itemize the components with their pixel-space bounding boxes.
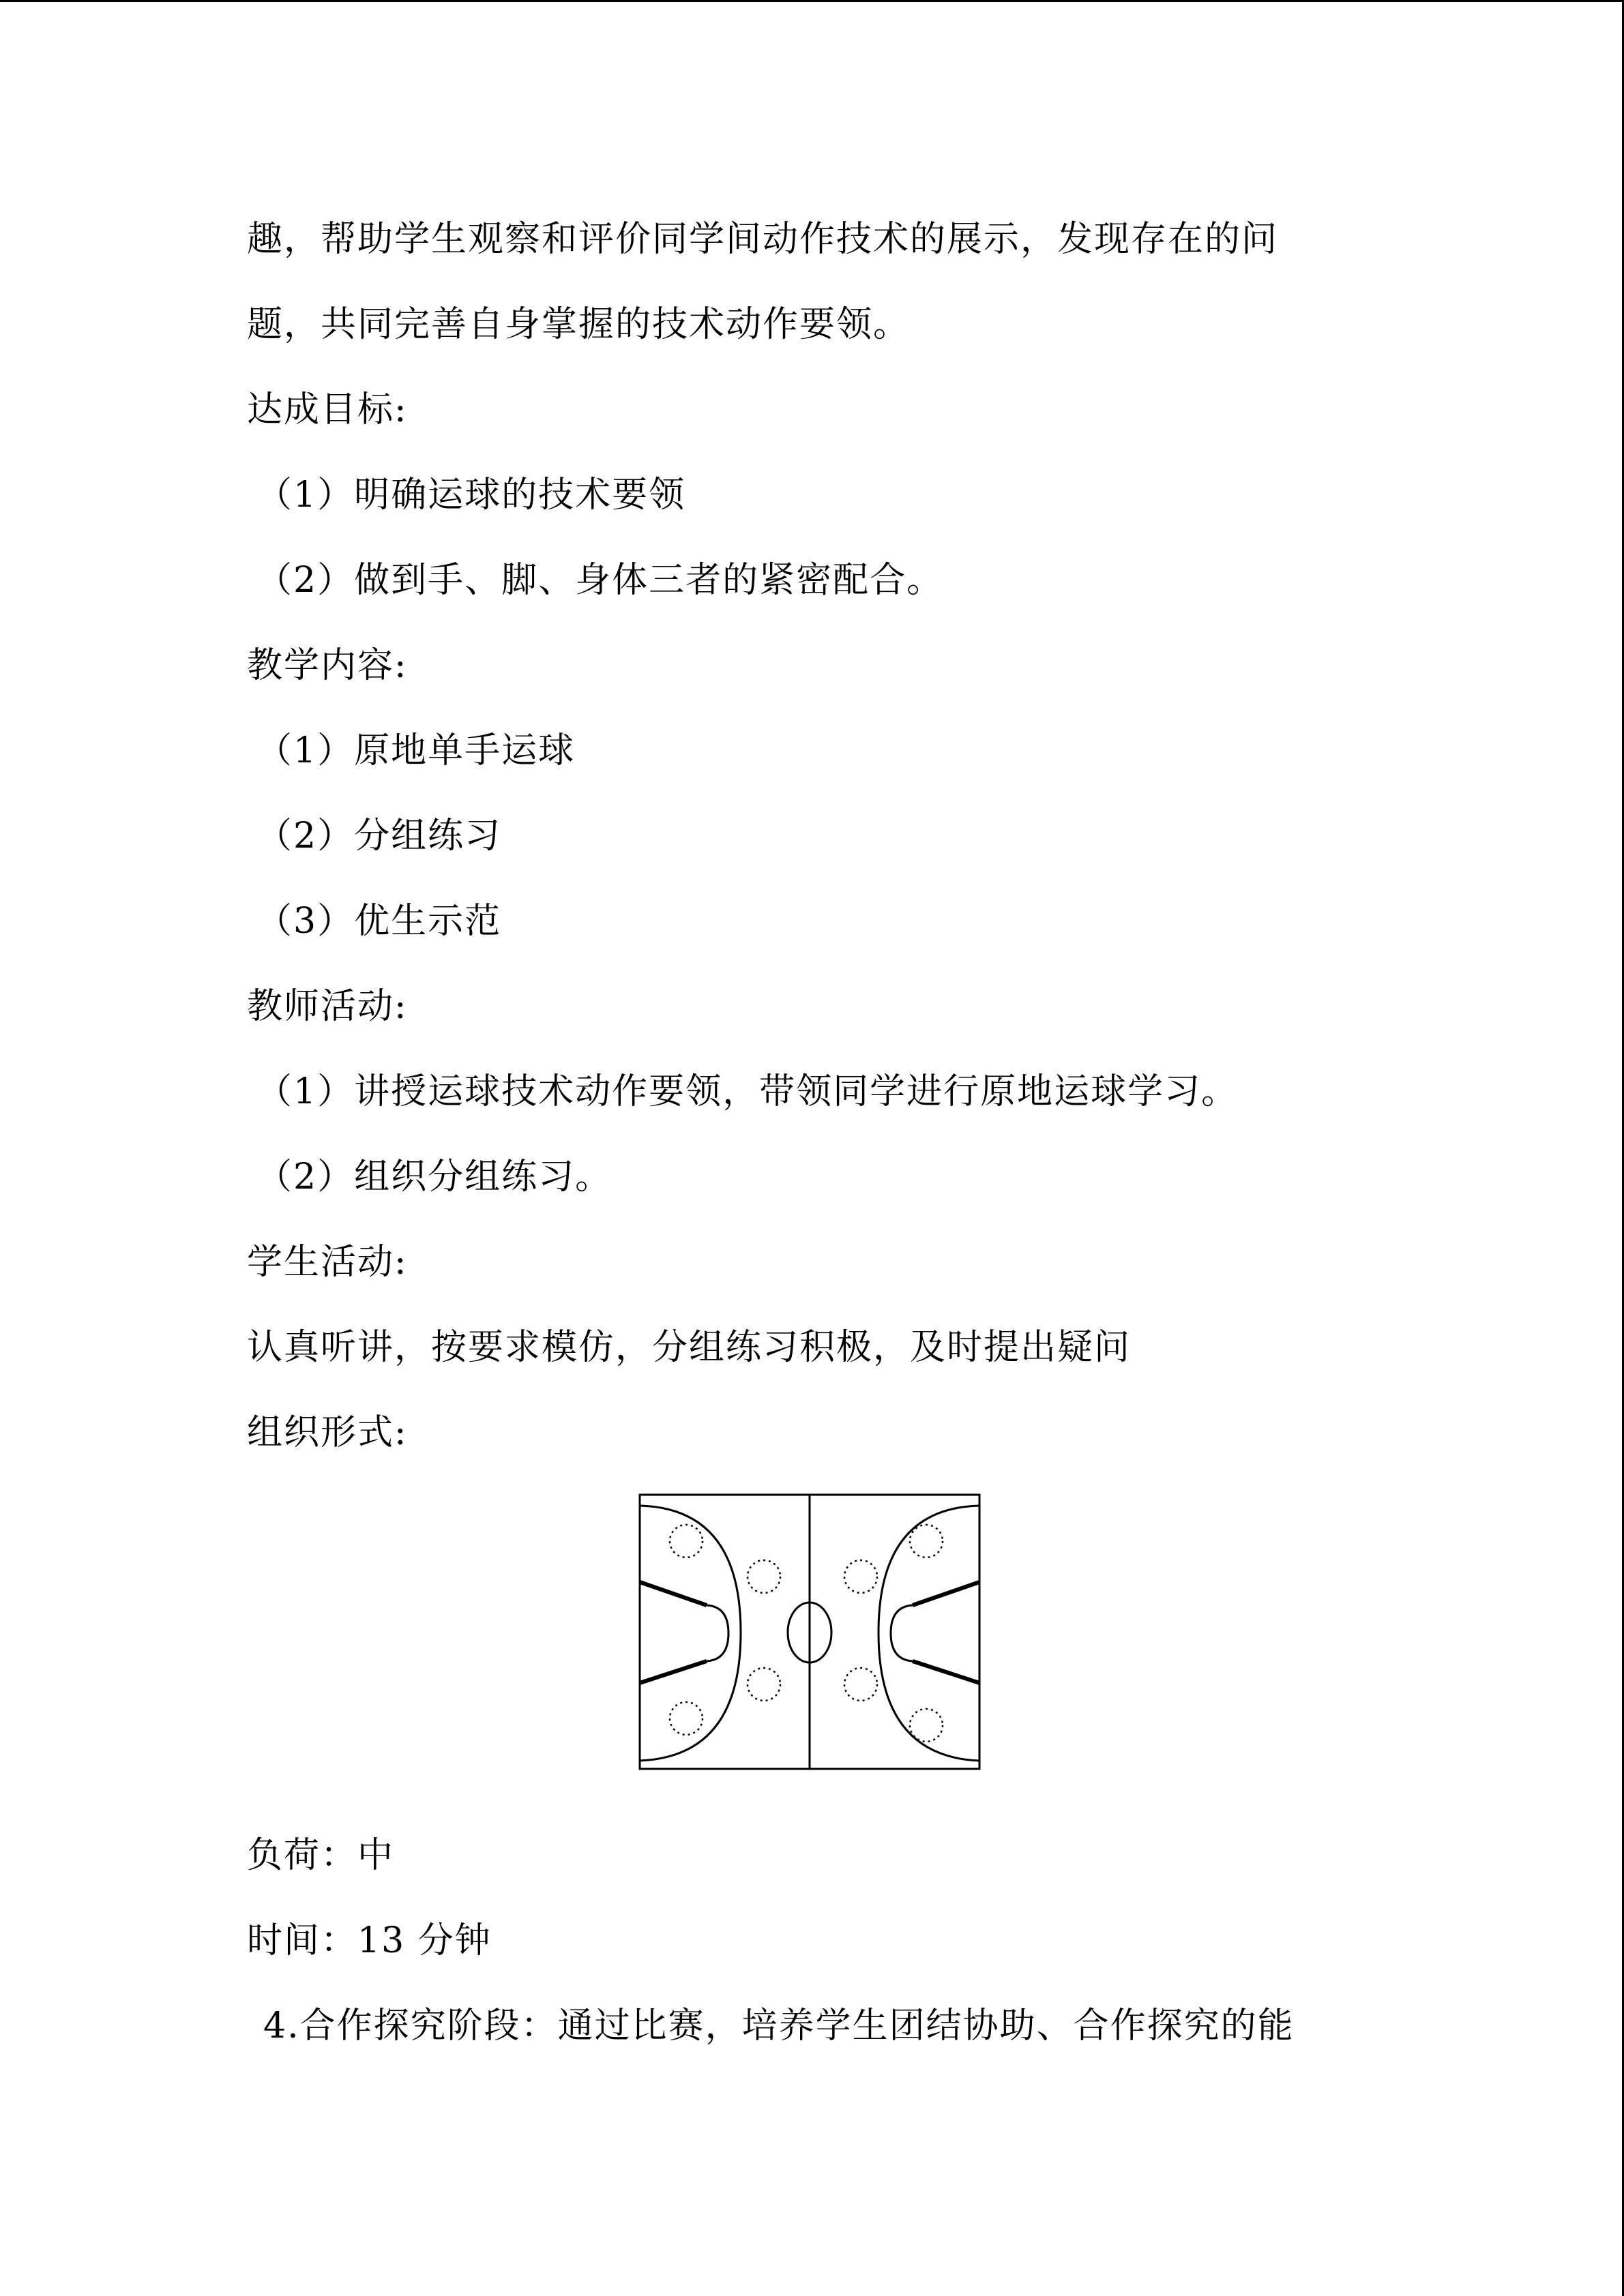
basketball-court-figure — [638, 1493, 981, 1770]
left-three-point-arc — [640, 1506, 741, 1761]
section-heading-teacher: 教师活动: — [247, 986, 408, 1027]
section-heading-student: 学生活动: — [247, 1242, 408, 1283]
content-item: （3）优生示范 — [256, 901, 502, 942]
student-group-icon — [910, 1525, 943, 1557]
student-group-icon — [844, 1668, 877, 1701]
time-line: 时间：13 分钟 — [247, 1920, 492, 1961]
right-key-top — [913, 1582, 979, 1605]
section-heading-organization: 组织形式: — [247, 1412, 408, 1453]
right-free-throw-arc — [891, 1605, 913, 1661]
goal-item: （2）做到手、脚、身体三者的紧密配合。 — [256, 560, 944, 601]
student-group-icon — [748, 1560, 780, 1593]
right-key-bottom — [913, 1661, 979, 1683]
student-group-icon — [670, 1525, 703, 1557]
paragraph-continuation-line: 趣，帮助学生观察和评价同学间动作技术的展示，发现存在的问 — [247, 219, 1279, 260]
right-three-point-arc — [879, 1506, 979, 1761]
student-group-icon — [844, 1560, 877, 1593]
student-group-icon — [748, 1668, 780, 1701]
student-group-icon — [670, 1702, 703, 1735]
left-key-top — [640, 1582, 707, 1605]
content-item: （2）分组练习 — [256, 816, 502, 856]
teacher-item: （2）组织分组练习。 — [256, 1157, 612, 1197]
paragraph-continuation-line: 题，共同完善自身掌握的技术动作要领。 — [247, 304, 911, 345]
content-item: （1）原地单手运球 — [256, 730, 576, 771]
page-border-top — [0, 0, 1624, 2]
section-heading-goals: 达成目标: — [247, 389, 408, 430]
stage-heading-line: 4.合作探究阶段：通过比赛，培养学生团结协助、合作探究的能 — [263, 2006, 1295, 2046]
student-group-icon — [910, 1709, 943, 1742]
load-line: 负荷：中 — [247, 1835, 395, 1876]
teacher-item: （1）讲授运球技术动作要领，带领同学进行原地运球学习。 — [256, 1071, 1239, 1112]
section-heading-content: 教学内容: — [247, 645, 408, 686]
left-free-throw-arc — [707, 1605, 728, 1661]
goal-item: （1）明确运球的技术要领 — [256, 475, 686, 516]
left-key-bottom — [640, 1661, 707, 1683]
student-activity-text: 认真听讲，按要求模仿，分组练习积极，及时提出疑问 — [247, 1327, 1132, 1368]
